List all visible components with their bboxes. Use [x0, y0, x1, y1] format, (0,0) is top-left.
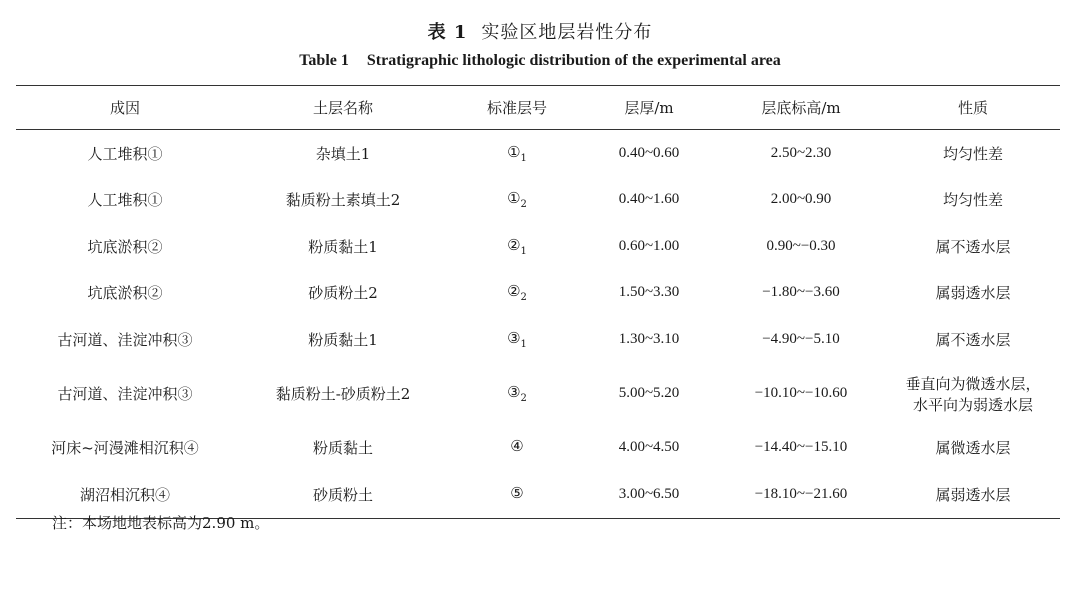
cell-layer-number	[452, 363, 582, 425]
table-row	[16, 177, 1060, 224]
cell-property	[886, 177, 1060, 224]
cell-property	[886, 316, 1060, 363]
table-caption-en	[0, 52, 1080, 70]
caption-cn-title: 实验区地层岩性分布	[481, 22, 653, 43]
cell-origin: 古河道、洼淀冲积③	[57, 385, 193, 403]
header-soil-name: 土层名称	[234, 86, 452, 130]
cell-origin: 人工堆积①	[87, 191, 163, 210]
stratigraphy-table	[16, 85, 1060, 519]
table-header-row	[16, 86, 1060, 130]
layer-subscript: 1	[520, 152, 527, 164]
caption-en-number: Table 1	[299, 52, 349, 69]
cell-property	[886, 130, 1060, 177]
table-row	[16, 425, 1060, 472]
property-line-1: 均匀性差	[942, 191, 1003, 210]
cell-origin: 古河道、洼淀冲积③	[57, 330, 193, 349]
caption-cn-number: 表 1	[427, 22, 468, 43]
cell-thickness: 0.40~0.60	[618, 144, 680, 161]
caption-en-title: Stratigraphic lithologic distribution of the experimental area	[366, 52, 781, 69]
cell-thickness: 0.60~1.00	[618, 237, 680, 254]
layer-subscript: 2	[520, 199, 527, 211]
cell-soil-name: 黏质粉土素填土2	[285, 191, 401, 210]
cell-soil-name: 砂质粉土	[234, 471, 452, 518]
cell-layer-number	[452, 270, 582, 317]
header-property: 性质	[886, 86, 1060, 130]
layer-symbol: ①	[507, 189, 521, 208]
cell-property	[886, 363, 1060, 425]
layer-subscript: 2	[520, 292, 527, 304]
cell-layer-number	[452, 177, 582, 224]
property-line-1: 均匀性差	[942, 144, 1003, 163]
cell-soil-name: 黏质粉土-砂质粉土2	[275, 385, 411, 403]
cell-soil-name: 杂填土1	[315, 144, 371, 163]
cell-layer-number	[452, 130, 582, 177]
table-row	[16, 316, 1060, 363]
property-line-1: 属弱透水层	[935, 284, 1011, 303]
table-body	[16, 130, 1060, 519]
cell-bottom-elevation: −1.80~−3.60	[762, 284, 840, 301]
cell-soil-name: 砂质粉土2	[308, 284, 378, 303]
cell-thickness: 4.00~4.50	[618, 439, 680, 456]
table-row	[16, 471, 1060, 518]
table-row	[16, 130, 1060, 177]
table-row	[16, 270, 1060, 317]
cell-layer-number	[452, 471, 582, 518]
cell-bottom-elevation: 0.90~−0.30	[766, 237, 836, 254]
cell-bottom-elevation: −10.10~−10.60	[754, 385, 848, 401]
cell-property	[886, 425, 1060, 472]
layer-symbol: ②	[507, 282, 521, 301]
cell-thickness: 3.00~6.50	[582, 471, 716, 518]
cell-origin: 人工堆积①	[87, 144, 163, 163]
cell-layer-number	[452, 316, 582, 363]
layer-symbol: ③	[507, 328, 521, 347]
layer-subscript: 1	[520, 338, 527, 350]
table-caption-cn	[0, 18, 1080, 44]
property-line-1: 属微透水层	[935, 439, 1011, 458]
layer-subscript: 1	[520, 245, 527, 257]
layer-symbol: ④	[510, 437, 524, 456]
cell-origin: 坑底淤积②	[87, 284, 163, 303]
cell-property	[886, 223, 1060, 270]
cell-thickness: 1.50~3.30	[618, 284, 680, 301]
property-line-1: 属弱透水层	[935, 485, 1011, 504]
layer-symbol: ③	[507, 383, 521, 401]
cell-layer-number	[452, 223, 582, 270]
cell-thickness: 0.40~1.60	[618, 191, 680, 208]
property-line-2: 水平向为弱透水层	[912, 395, 1033, 414]
cell-layer-number	[452, 425, 582, 472]
table-row	[16, 363, 1060, 425]
layer-symbol: ⑤	[510, 483, 524, 502]
cell-thickness: 5.00~5.20	[618, 385, 680, 401]
cell-bottom-elevation: −14.40~−15.10	[754, 439, 848, 456]
header-thickness: 层厚/m	[582, 86, 716, 130]
cell-soil-name: 粉质黏土	[312, 439, 373, 458]
cell-thickness: 1.30~3.10	[618, 330, 680, 347]
cell-origin: 河床~河漫滩相沉积④	[51, 439, 199, 458]
cell-bottom-elevation: −18.10~−21.60	[716, 471, 886, 518]
layer-symbol: ②	[507, 235, 521, 254]
table-row	[16, 223, 1060, 270]
cell-origin: 坑底淤积②	[87, 237, 163, 256]
header-origin: 成因	[16, 86, 234, 130]
property-line-1: 属不透水层	[935, 330, 1011, 349]
cell-bottom-elevation: −4.90~−5.10	[762, 330, 840, 347]
header-bottom-elevation: 层底标高/m	[716, 86, 886, 130]
table-note: 注：本场地地表标高为2.90 m。	[52, 514, 270, 532]
cell-property	[886, 471, 1060, 518]
cell-bottom-elevation: 2.50~2.30	[770, 144, 832, 161]
cell-soil-name: 粉质黏土1	[308, 237, 378, 256]
cell-property	[886, 270, 1060, 317]
cell-bottom-elevation: 2.00~0.90	[770, 191, 832, 208]
cell-origin: 湖沼相沉积④	[16, 471, 234, 518]
header-layer-number: 标准层号	[452, 86, 582, 130]
property-line-1: 垂直向为微透水层，	[905, 374, 1041, 393]
layer-subscript: 2	[520, 393, 527, 404]
cell-soil-name: 粉质黏土1	[308, 330, 378, 349]
property-line-1: 属不透水层	[935, 237, 1011, 256]
layer-symbol: ①	[507, 142, 521, 161]
